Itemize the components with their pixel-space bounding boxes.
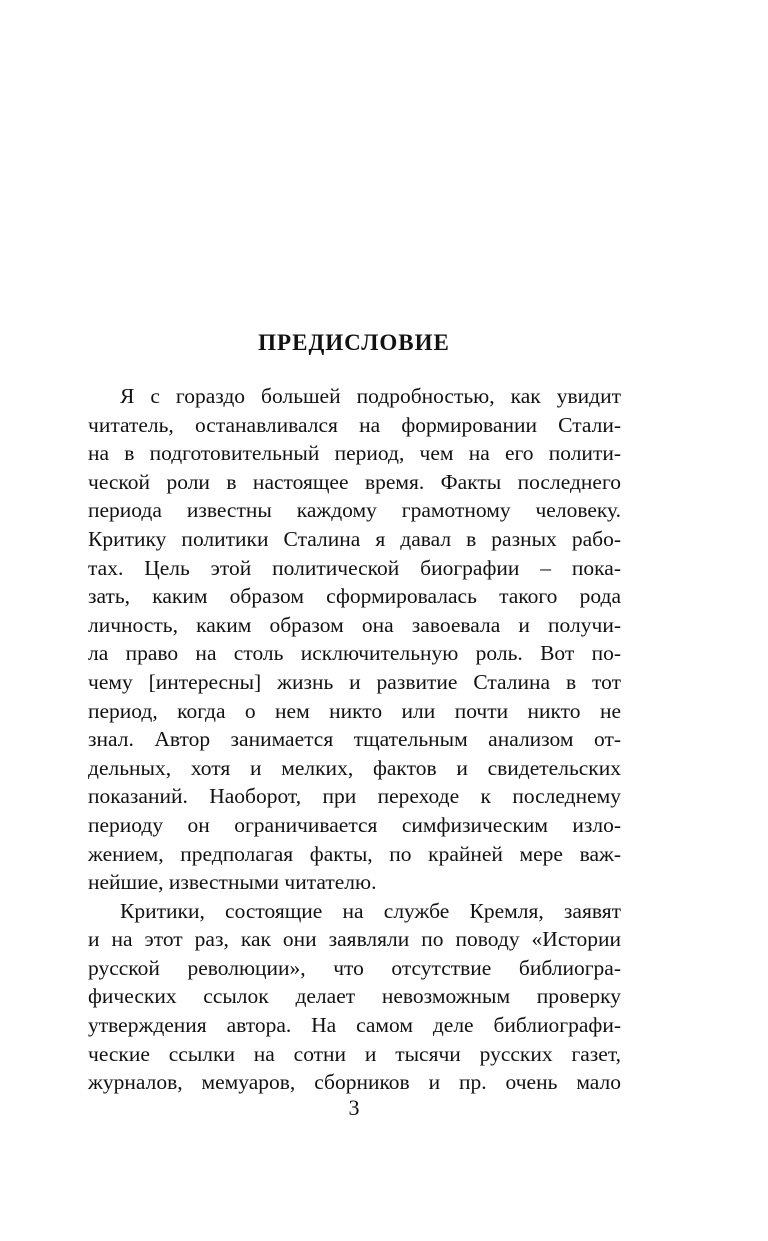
text-line: зать, каким образом сформировалась такого рода bbox=[88, 584, 621, 609]
text-line: личность, каким образом она завоевала и получи- bbox=[88, 612, 621, 637]
text-line: русской революции», что отсутствие библиогра- bbox=[88, 955, 621, 980]
text-line: фических ссылок делает невозможным проверку bbox=[88, 984, 621, 1009]
chapter-title: ПРЕДИСЛОВИЕ bbox=[258, 330, 450, 355]
text-line: читатель, останавливался на формировании Стали- bbox=[88, 412, 621, 437]
text-line: чему [интересны] жизнь и развитие Сталина в тот bbox=[88, 669, 621, 694]
text-line: ла право на столь исключительную роль. Вот по- bbox=[88, 641, 621, 666]
text-line: Я с гораздо большей подробностью, как увидит bbox=[120, 384, 621, 408]
text-line: на в подготовительный период, чем на его полити- bbox=[88, 441, 621, 466]
text-line: Критику политики Сталина я давал в разных рабо- bbox=[88, 526, 621, 551]
text-line: периоду он ограничивается симфизическим изло- bbox=[88, 812, 621, 837]
text-line: Критики, состоящие на службе Кремля, заявят bbox=[120, 898, 621, 923]
text-line: журналов, мемуаров, сборников и пр. очень мало bbox=[88, 1070, 621, 1095]
text-line: утверждения автора. На самом деле библиографи- bbox=[88, 1013, 621, 1038]
text-line: дельных, хотя и мелких, фактов и свидетельских bbox=[88, 755, 621, 780]
text-line: и на этот раз, как они заявляли по поводу «Истории bbox=[88, 927, 621, 952]
text-line: ческой роли в настоящее время. Факты последнего bbox=[88, 469, 621, 494]
body-text bbox=[88, 382, 621, 1097]
page-number: 3 bbox=[348, 1095, 360, 1120]
text-line: ческие ссылки на сотни и тысячи русских газет, bbox=[88, 1041, 621, 1066]
text-line: периода известны каждому грамотному человеку. bbox=[88, 498, 621, 523]
text-line: период, когда о нем никто или почти никто не bbox=[88, 698, 621, 723]
text-line: показаний. Наоборот, при переходе к последнему bbox=[88, 784, 621, 809]
text-line: жением, предполагая факты, по крайней мере важ- bbox=[88, 841, 621, 866]
text-line: тах. Цель этой политической биографии – пока- bbox=[88, 555, 621, 580]
text-line: знал. Автор занимается тщательным анализом от- bbox=[88, 727, 621, 752]
text-line: нейшие, известными читателю. bbox=[88, 870, 377, 895]
